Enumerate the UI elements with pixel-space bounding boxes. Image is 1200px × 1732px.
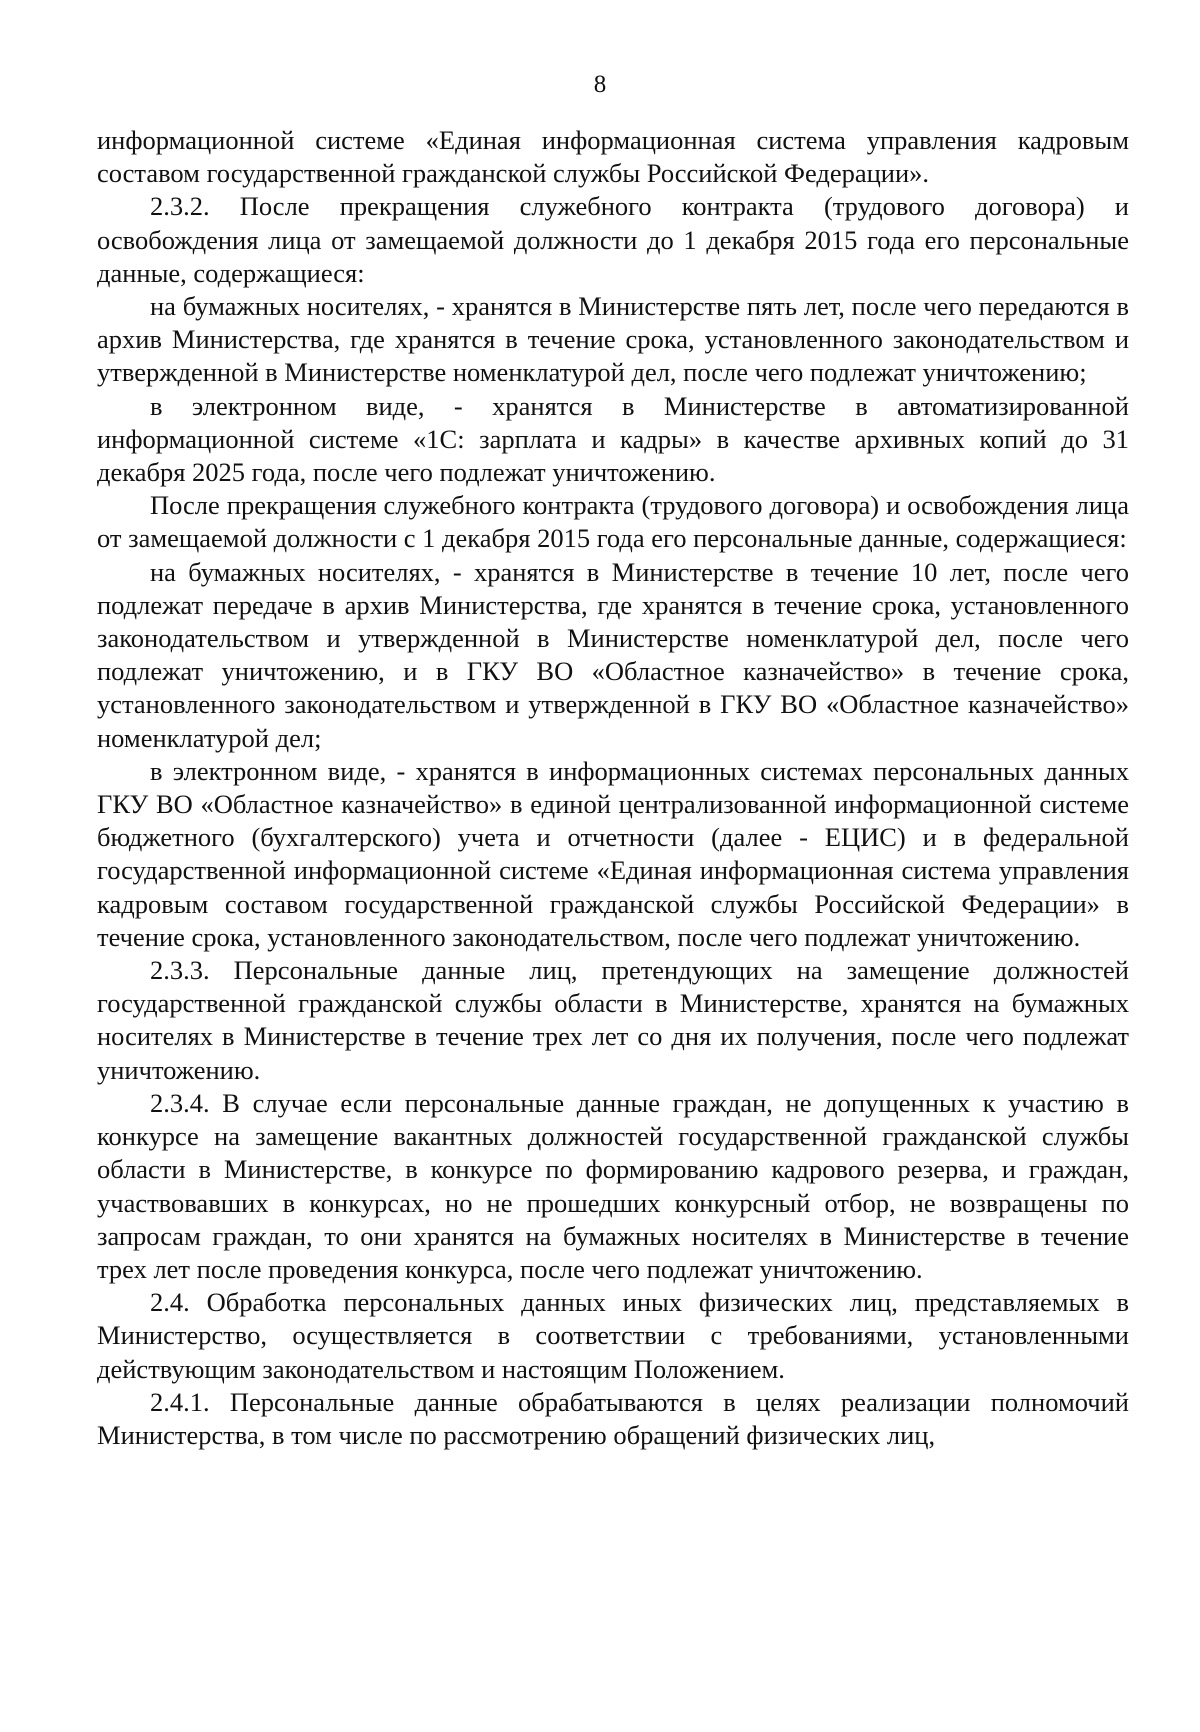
paragraph-electronic-storage-before-2015: в электронном виде, - хранятся в Министерстве в автоматизированной информационной системе «1С: зарплата и кадры» в качестве архивных копий до 31 декабря 2025 года, после чего подлежат уничтожению. <box>97 390 1129 488</box>
page-number: 8 <box>593 71 607 98</box>
paragraph-2-3-2: 2.3.2. После прекращения служебного контракта (трудового договора) и освобождения лица от замещаемой должности до 1 декабря 2015 года его персональные данные, содержащиеся: <box>97 191 1129 288</box>
paragraph-continuation: информационной системе «Единая информационная система управления кадровым составом государственной гражданской службы Российской Федерации». <box>97 125 1129 189</box>
paragraph-electronic-storage-after-2015: в электронном виде, - хранятся в информационных системах персональных данных ГКУ ВО «Областное казначейство» в единой централизованной информационной системе бюджетного (бухгалтерского) учета и отчетности (далее - ЕЦИС) и в федеральной государственной информационной системе «Единая информационная система управления кадровым составом государственной гражданской службы Российской Федерации» в течение срока, установленного законодательством, после чего подлежат уничтожению. <box>97 755 1129 952</box>
paragraph-paper-storage-after-2015: на бумажных носителях, - хранятся в Министерстве в течение 10 лет, после чего подлежат передаче в архив Министерства, где хранятся в течение срока, установленного законодательством и утвержденной в Министерстве номенклатурой дел, после чего подлежат уничтожению, и в ГКУ ВО «Областное казначейство» в течение срока, установленного законодательством и утвержденной в ГКУ ВО «Областное казначейство» номенклатурой дел; <box>97 556 1129 753</box>
paragraph-2-3-4: 2.3.4. В случае если персональные данные граждан, не допущенных к участию в конкурсе на замещение вакантных должностей государственной гражданской службы области в Министерстве, в конкурсе по формированию кадрового резерва, и граждан, участвовавших в конкурсах, но не прошедших конкурсный отбор, не возвращены по запросам граждан, то они хранятся на бумажных носителях в Министерстве в течение трех лет после проведения конкурса, после чего подлежат уничтожению. <box>97 1087 1129 1284</box>
paragraph-after-2015-intro: После прекращения служебного контракта (трудового договора) и освобождения лица от замещаемой должности с 1 декабря 2015 года его персональные данные, содержащиеся: <box>97 490 1129 554</box>
paragraph-2-3-3: 2.3.3. Персональные данные лиц, претендующих на замещение должностей государственной гражданской службы области в Министерстве, хранятся на бумажных носителях в Министерстве в течение трех лет со дня их получения, после чего подлежат уничтожению. <box>97 955 1129 1085</box>
paragraph-2-4: 2.4. Обработка персональных данных иных физических лиц, представляемых в Министерство, осуществляется в соответствии с требованиями, установленными действующим законодательством и настоящим Положением. <box>97 1287 1129 1384</box>
paragraph-paper-storage-before-2015: на бумажных носителях, - хранятся в Министерстве пять лет, после чего передаются в архив Министерства, где хранятся в течение срока, установленного законодательством и утвержденной в Министерстве номенклатурой дел, после чего подлежат уничтожению; <box>97 291 1129 388</box>
document-body <box>97 124 1129 1452</box>
paragraph-2-4-1: 2.4.1. Персональные данные обрабатываются в целях реализации полномочий Министерства, в том числе по рассмотрению обращений физических лиц, <box>97 1386 1129 1450</box>
